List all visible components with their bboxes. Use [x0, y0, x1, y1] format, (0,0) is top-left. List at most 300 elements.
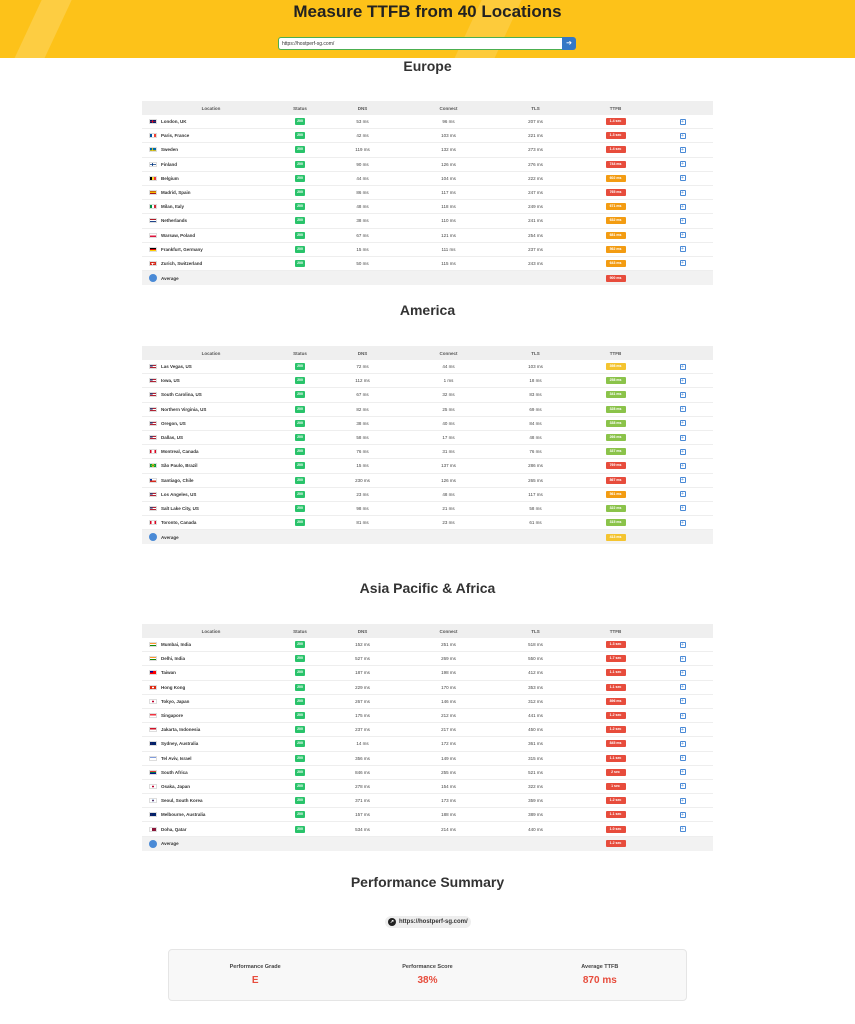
- expand-details-icon[interactable]: +: [681, 377, 684, 384]
- dns-value: 15 ms: [356, 246, 369, 252]
- expand-details-icon[interactable]: +: [681, 161, 684, 168]
- ttfb-badge: 2 sec: [606, 769, 626, 776]
- status-cell: [280, 377, 320, 384]
- expand-details-icon[interactable]: +: [681, 669, 684, 676]
- expand-details-icon[interactable]: +: [681, 811, 684, 818]
- expand-details-icon[interactable]: +: [681, 726, 684, 733]
- location-cell: [142, 670, 280, 675]
- ttfb-cell: [579, 797, 652, 804]
- actions-cell: [652, 684, 713, 690]
- dns-value: 527 ms: [355, 656, 370, 662]
- expand-details-icon[interactable]: +: [681, 769, 684, 776]
- dns-value: 157 ms: [355, 812, 370, 818]
- location-cell: [142, 176, 280, 181]
- column-header-dns: DNS: [357, 350, 368, 356]
- average-label-cell: [142, 840, 280, 848]
- table-row: [142, 143, 713, 157]
- table-row: [142, 158, 713, 172]
- average-label: Average: [161, 275, 179, 281]
- status-badge: 200: [297, 491, 303, 496]
- location-cell: [142, 784, 280, 789]
- table-row: [142, 186, 713, 200]
- ttfb-badge: 562 ms: [606, 246, 626, 253]
- flag-australia-icon: [149, 741, 157, 746]
- connect-value: 126 ms: [441, 477, 456, 483]
- dns-value: 81 ms: [356, 520, 369, 526]
- connect-value: 104 ms: [441, 175, 456, 181]
- location-cell: [142, 261, 280, 266]
- table-row: [142, 431, 713, 445]
- tls-value: 518 ms: [528, 642, 543, 648]
- location-name: Hong Kong: [161, 684, 186, 690]
- location-cell: [142, 642, 280, 647]
- dns-value: 44 ms: [356, 175, 369, 181]
- location-name: Delhi, India: [161, 656, 186, 662]
- location-cell: [142, 378, 280, 383]
- flag-korea-icon: [149, 798, 157, 803]
- average-label-cell: [142, 274, 280, 282]
- url-input[interactable]: [278, 37, 562, 50]
- ttfb-badge: 744 ms: [606, 161, 626, 168]
- connect-value: 137 ms: [441, 463, 456, 469]
- connect-value: 170 ms: [441, 684, 456, 690]
- status-badge: 200: [297, 463, 303, 468]
- average-ttfb-badge: 413 ms: [606, 534, 626, 541]
- expand-details-icon[interactable]: +: [681, 783, 684, 790]
- column-header-connect: Connect: [439, 628, 458, 634]
- ttfb-cell: [579, 363, 652, 370]
- expand-details-icon[interactable]: +: [681, 434, 684, 441]
- status-cell: [280, 826, 320, 833]
- dns-value: 175 ms: [355, 713, 370, 719]
- summary-card: [168, 949, 687, 1001]
- status-badge: 200: [297, 378, 303, 383]
- average-row: [142, 530, 713, 544]
- dns-value: 371 ms: [355, 798, 370, 804]
- column-header-location: Location: [201, 350, 221, 356]
- location-cell: [142, 407, 280, 412]
- location-cell: [142, 421, 280, 426]
- status-badge: 200: [297, 406, 303, 411]
- actions-cell: [652, 812, 713, 818]
- location-cell: [142, 204, 280, 209]
- connect-value: 149 ms: [441, 755, 456, 761]
- ttfb-cell: [579, 519, 652, 526]
- ttfb-cell: [579, 769, 652, 776]
- tls-value: 359 ms: [528, 798, 543, 804]
- actions-cell: [652, 727, 713, 733]
- tls-value: 117 ms: [528, 491, 543, 497]
- average-label: Average: [161, 841, 179, 847]
- actions-cell: [652, 435, 713, 441]
- table-row: [142, 403, 713, 417]
- dns-value: 67 ms: [356, 392, 369, 398]
- status-cell: [280, 698, 320, 705]
- ttfb-badge: 1.3 sec: [606, 132, 626, 139]
- status-badge: 200: [297, 119, 303, 124]
- expand-details-icon[interactable]: +: [681, 448, 684, 455]
- status-badge: 200: [297, 175, 303, 180]
- status-badge: 200: [297, 505, 303, 510]
- dns-value: 267 ms: [355, 698, 370, 704]
- tls-value: 361 ms: [528, 741, 543, 747]
- metric-value: E: [251, 975, 259, 986]
- tls-value: 550 ms: [528, 656, 543, 662]
- connect-value: 188 ms: [441, 812, 456, 818]
- connect-value: 118 ms: [441, 204, 456, 210]
- status-badge: 200: [297, 204, 303, 209]
- table-row: [142, 502, 713, 516]
- table-row: [142, 200, 713, 214]
- expand-details-icon[interactable]: +: [681, 203, 684, 210]
- column-header-ttfb: TTFB: [609, 628, 622, 634]
- actions-cell: [652, 232, 713, 238]
- ttfb-cell: [579, 203, 652, 210]
- tls-value: 222 ms: [528, 175, 543, 181]
- flag-us-icon: [149, 392, 157, 397]
- status-badge: 200: [297, 218, 303, 223]
- ttfb-badge: 1.2 sec: [606, 726, 626, 733]
- connect-value: 198 ms: [441, 670, 456, 676]
- connect-value: 48 ms: [442, 491, 455, 497]
- europe-table: [142, 101, 713, 285]
- location-name: Netherlands: [161, 218, 188, 224]
- ttfb-badge: 681 ms: [606, 232, 626, 239]
- expand-details-icon[interactable]: +: [681, 391, 684, 398]
- dns-value: 229 ms: [355, 684, 370, 690]
- flag-spain-icon: [149, 190, 157, 195]
- flag-italy-icon: [149, 204, 157, 209]
- expand-details-icon[interactable]: +: [681, 491, 684, 498]
- status-cell: [280, 477, 320, 484]
- tls-value: 76 ms: [529, 449, 542, 455]
- ttfb-cell: [579, 434, 652, 441]
- ttfb-cell: [579, 698, 652, 705]
- table-row: [142, 459, 713, 473]
- status-badge: 200: [297, 246, 303, 251]
- actions-cell: [652, 798, 713, 804]
- actions-cell: [652, 826, 713, 832]
- section-title-asia-pacific-africa: Asia Pacific & Africa: [359, 580, 496, 596]
- table-row: [142, 709, 713, 723]
- status-cell: [280, 146, 320, 153]
- column-header-ttfb: TTFB: [609, 350, 622, 356]
- tls-value: 441 ms: [528, 713, 543, 719]
- location-cell: [142, 713, 280, 718]
- column-header-status: Status: [293, 628, 307, 634]
- location-cell: [142, 656, 280, 661]
- status-cell: [280, 260, 320, 267]
- status-badge: 200: [297, 147, 303, 152]
- table-row: [142, 115, 713, 129]
- ttfb-badge: 1.1 sec: [606, 684, 626, 691]
- table-row: [142, 766, 713, 780]
- average-ttfb-cell: [579, 534, 652, 541]
- location-name: Mumbai, India: [161, 642, 192, 648]
- status-badge: 200: [297, 520, 303, 525]
- ttfb-badge: 1.7 sec: [606, 655, 626, 662]
- table-row: [142, 822, 713, 836]
- dns-value: 86 ms: [356, 190, 369, 196]
- globe-icon: [149, 533, 157, 541]
- expand-details-icon[interactable]: +: [681, 655, 684, 662]
- ttfb-cell: [579, 477, 652, 484]
- location-name: Los Angeles, US: [161, 491, 197, 497]
- expand-details-icon[interactable]: +: [681, 118, 684, 125]
- tls-value: 315 ms: [528, 755, 543, 761]
- location-name: Santiago, Chile: [161, 477, 194, 483]
- expand-details-icon[interactable]: +: [681, 505, 684, 512]
- status-badge: 200: [297, 642, 303, 647]
- expand-details-icon[interactable]: +: [681, 146, 684, 153]
- table-row: [142, 243, 713, 257]
- status-cell: [280, 420, 320, 427]
- flag-australia-icon: [149, 812, 157, 817]
- status-cell: [280, 175, 320, 182]
- table-row: [142, 752, 713, 766]
- connect-value: 1 ms: [443, 378, 454, 384]
- status-badge: 200: [297, 698, 303, 703]
- tls-value: 450 ms: [528, 727, 543, 733]
- table-row: [142, 638, 713, 652]
- status-badge: 200: [297, 741, 303, 746]
- connect-value: 40 ms: [442, 420, 455, 426]
- dns-value: 14 ms: [356, 741, 369, 747]
- table-row: [142, 780, 713, 794]
- ttfb-badge: 845 ms: [606, 740, 626, 747]
- location-cell: [142, 827, 280, 832]
- tls-value: 353 ms: [528, 684, 543, 690]
- expand-details-icon[interactable]: +: [681, 246, 684, 253]
- dns-value: 187 ms: [355, 670, 370, 676]
- america-table: [142, 346, 713, 544]
- status-cell: [280, 712, 320, 719]
- tls-value: 273 ms: [528, 147, 543, 153]
- connect-value: 255 ms: [441, 769, 456, 775]
- expand-details-icon[interactable]: +: [681, 797, 684, 804]
- actions-cell: [652, 713, 713, 719]
- table-row: [142, 172, 713, 186]
- dns-value: 846 ms: [355, 769, 370, 775]
- flag-us-icon: [149, 492, 157, 497]
- dns-value: 356 ms: [355, 755, 370, 761]
- column-header-dns: DNS: [357, 105, 368, 111]
- ttfb-badge: 1.4 sec: [606, 118, 626, 125]
- connect-value: 154 ms: [441, 783, 456, 789]
- location-name: Taiwan: [161, 670, 176, 676]
- expand-details-icon[interactable]: +: [681, 698, 684, 705]
- tls-value: 58 ms: [529, 505, 542, 511]
- actions-cell: [652, 477, 713, 483]
- average-ttfb-badge: 900 ms: [606, 275, 626, 282]
- status-cell: [280, 726, 320, 733]
- dns-value: 534 ms: [355, 826, 370, 832]
- dns-value: 58 ms: [356, 435, 369, 441]
- expand-details-icon[interactable]: +: [681, 175, 684, 182]
- location-cell: [142, 449, 280, 454]
- column-header-status: Status: [293, 105, 307, 111]
- average-ttfb-badge: 1.2 sec: [606, 840, 626, 847]
- location-cell: [142, 699, 280, 704]
- table-row: [142, 445, 713, 459]
- dns-value: 38 ms: [356, 218, 369, 224]
- tls-value: 48 ms: [529, 435, 542, 441]
- status-cell: [280, 161, 320, 168]
- tls-value: 103 ms: [528, 364, 543, 370]
- tls-value: 254 ms: [528, 232, 543, 238]
- status-badge: 200: [297, 133, 303, 138]
- expand-details-icon[interactable]: +: [681, 189, 684, 196]
- location-name: Iowa, US: [161, 378, 180, 384]
- flag-us-icon: [149, 378, 157, 383]
- expand-details-icon[interactable]: +: [681, 462, 684, 469]
- column-header-connect: Connect: [439, 350, 458, 356]
- expand-details-icon[interactable]: +: [681, 420, 684, 427]
- location-name: Oregon, US: [161, 420, 186, 426]
- ttfb-badge: 632 ms: [606, 217, 626, 224]
- location-name: Tel Aviv, Israel: [161, 755, 192, 761]
- connect-value: 111 ms: [441, 246, 456, 252]
- expand-details-icon[interactable]: +: [681, 232, 684, 239]
- expand-details-icon[interactable]: +: [681, 132, 684, 139]
- expand-details-icon[interactable]: +: [681, 740, 684, 747]
- metric-label: Performance Grade: [229, 964, 281, 970]
- table-row: [142, 794, 713, 808]
- location-cell: [142, 798, 280, 803]
- dns-value: 119 ms: [355, 147, 370, 153]
- summary-url-chip[interactable]: [385, 916, 471, 928]
- flag-indonesia-icon: [149, 727, 157, 732]
- actions-cell: [652, 698, 713, 704]
- ttfb-badge: 602 ms: [606, 175, 626, 182]
- tls-value: 18 ms: [529, 378, 542, 384]
- location-name: London, UK: [161, 119, 187, 125]
- tls-value: 389 ms: [528, 812, 543, 818]
- status-badge: 200: [297, 755, 303, 760]
- expand-details-icon[interactable]: +: [681, 260, 684, 267]
- expand-details-icon[interactable]: +: [681, 477, 684, 484]
- flag-japan-icon: [149, 784, 157, 789]
- ttfb-cell: [579, 146, 652, 153]
- ttfb-badge: 1.2 sec: [606, 797, 626, 804]
- ttfb-cell: [579, 684, 652, 691]
- flag-germany-icon: [149, 247, 157, 252]
- connect-value: 96 ms: [442, 119, 455, 125]
- tls-value: 440 ms: [528, 826, 543, 832]
- expand-details-icon[interactable]: +: [681, 712, 684, 719]
- location-cell: [142, 520, 280, 525]
- status-cell: [280, 641, 320, 648]
- dns-value: 76 ms: [356, 449, 369, 455]
- location-cell: [142, 492, 280, 497]
- expand-details-icon[interactable]: +: [681, 755, 684, 762]
- tls-value: 276 ms: [528, 161, 543, 167]
- connect-value: 269 ms: [441, 656, 456, 662]
- status-cell: [280, 118, 320, 125]
- actions-cell: [652, 175, 713, 181]
- table-row: [142, 652, 713, 666]
- actions-cell: [652, 392, 713, 398]
- status-cell: [280, 519, 320, 526]
- average-ttfb-cell: [579, 840, 652, 847]
- ttfb-badge: 896 ms: [606, 698, 626, 705]
- location-cell: [142, 233, 280, 238]
- expand-details-icon[interactable]: +: [681, 826, 684, 833]
- status-cell: [280, 655, 320, 662]
- flag-taiwan-icon: [149, 670, 157, 675]
- ttfb-badge: 258 ms: [606, 377, 626, 384]
- arrow-right-icon[interactable]: ➔: [562, 37, 576, 50]
- tls-value: 61 ms: [529, 520, 542, 526]
- location-name: Madrid, Spain: [161, 190, 191, 196]
- flag-singapore-icon: [149, 713, 157, 718]
- table-header: [142, 624, 713, 638]
- ttfb-badge: 341 ms: [606, 391, 626, 398]
- actions-cell: [652, 406, 713, 412]
- status-badge: 200: [297, 798, 303, 803]
- actions-cell: [652, 449, 713, 455]
- dns-value: 48 ms: [356, 204, 369, 210]
- status-cell: [280, 448, 320, 455]
- tls-value: 247 ms: [528, 190, 543, 196]
- connect-value: 126 ms: [441, 161, 456, 167]
- ttfb-cell: [579, 448, 652, 455]
- actions-cell: [652, 491, 713, 497]
- ttfb-cell: [579, 712, 652, 719]
- table-row: [142, 129, 713, 143]
- location-cell: [142, 741, 280, 746]
- tls-value: 521 ms: [528, 769, 543, 775]
- dns-value: 42 ms: [356, 133, 369, 139]
- status-badge: 200: [297, 420, 303, 425]
- location-name: Seoul, South Korea: [161, 798, 203, 804]
- metric-value: 38%: [417, 975, 438, 986]
- location-name: Montreal, Canada: [161, 449, 199, 455]
- table-row: [142, 374, 713, 388]
- location-name: Toronto, Canada: [161, 520, 197, 526]
- average-label-cell: [142, 533, 280, 541]
- table-row: [142, 388, 713, 402]
- ttfb-badge: 671 ms: [606, 203, 626, 210]
- ttfb-badge: 337 ms: [606, 448, 626, 455]
- location-cell: [142, 435, 280, 440]
- expand-details-icon[interactable]: +: [681, 684, 684, 691]
- tls-value: 207 ms: [528, 119, 543, 125]
- status-cell: [280, 491, 320, 498]
- tls-value: 221 ms: [528, 133, 543, 139]
- expand-details-icon[interactable]: +: [681, 217, 684, 224]
- expand-details-icon[interactable]: +: [681, 363, 684, 370]
- location-name: Frankfurt, Germany: [161, 246, 203, 252]
- location-cell: [142, 133, 280, 138]
- location-name: Sweden: [161, 147, 179, 153]
- status-badge: 200: [297, 161, 303, 166]
- connect-value: 173 ms: [441, 798, 456, 804]
- flag-canada-icon: [149, 520, 157, 525]
- expand-details-icon[interactable]: +: [681, 519, 684, 526]
- location-name: Finland: [161, 161, 177, 167]
- flag-us-icon: [149, 364, 157, 369]
- connect-value: 25 ms: [442, 406, 455, 412]
- ttfb-badge: 1.2 sec: [606, 712, 626, 719]
- ttfb-badge: 769 ms: [606, 462, 626, 469]
- actions-cell: [652, 656, 713, 662]
- flag-chile-icon: [149, 478, 157, 483]
- page-title: Measure TTFB from 40 Locations: [293, 2, 562, 21]
- expand-details-icon[interactable]: +: [681, 406, 684, 413]
- expand-details-icon[interactable]: +: [681, 641, 684, 648]
- tls-value: 241 ms: [528, 218, 543, 224]
